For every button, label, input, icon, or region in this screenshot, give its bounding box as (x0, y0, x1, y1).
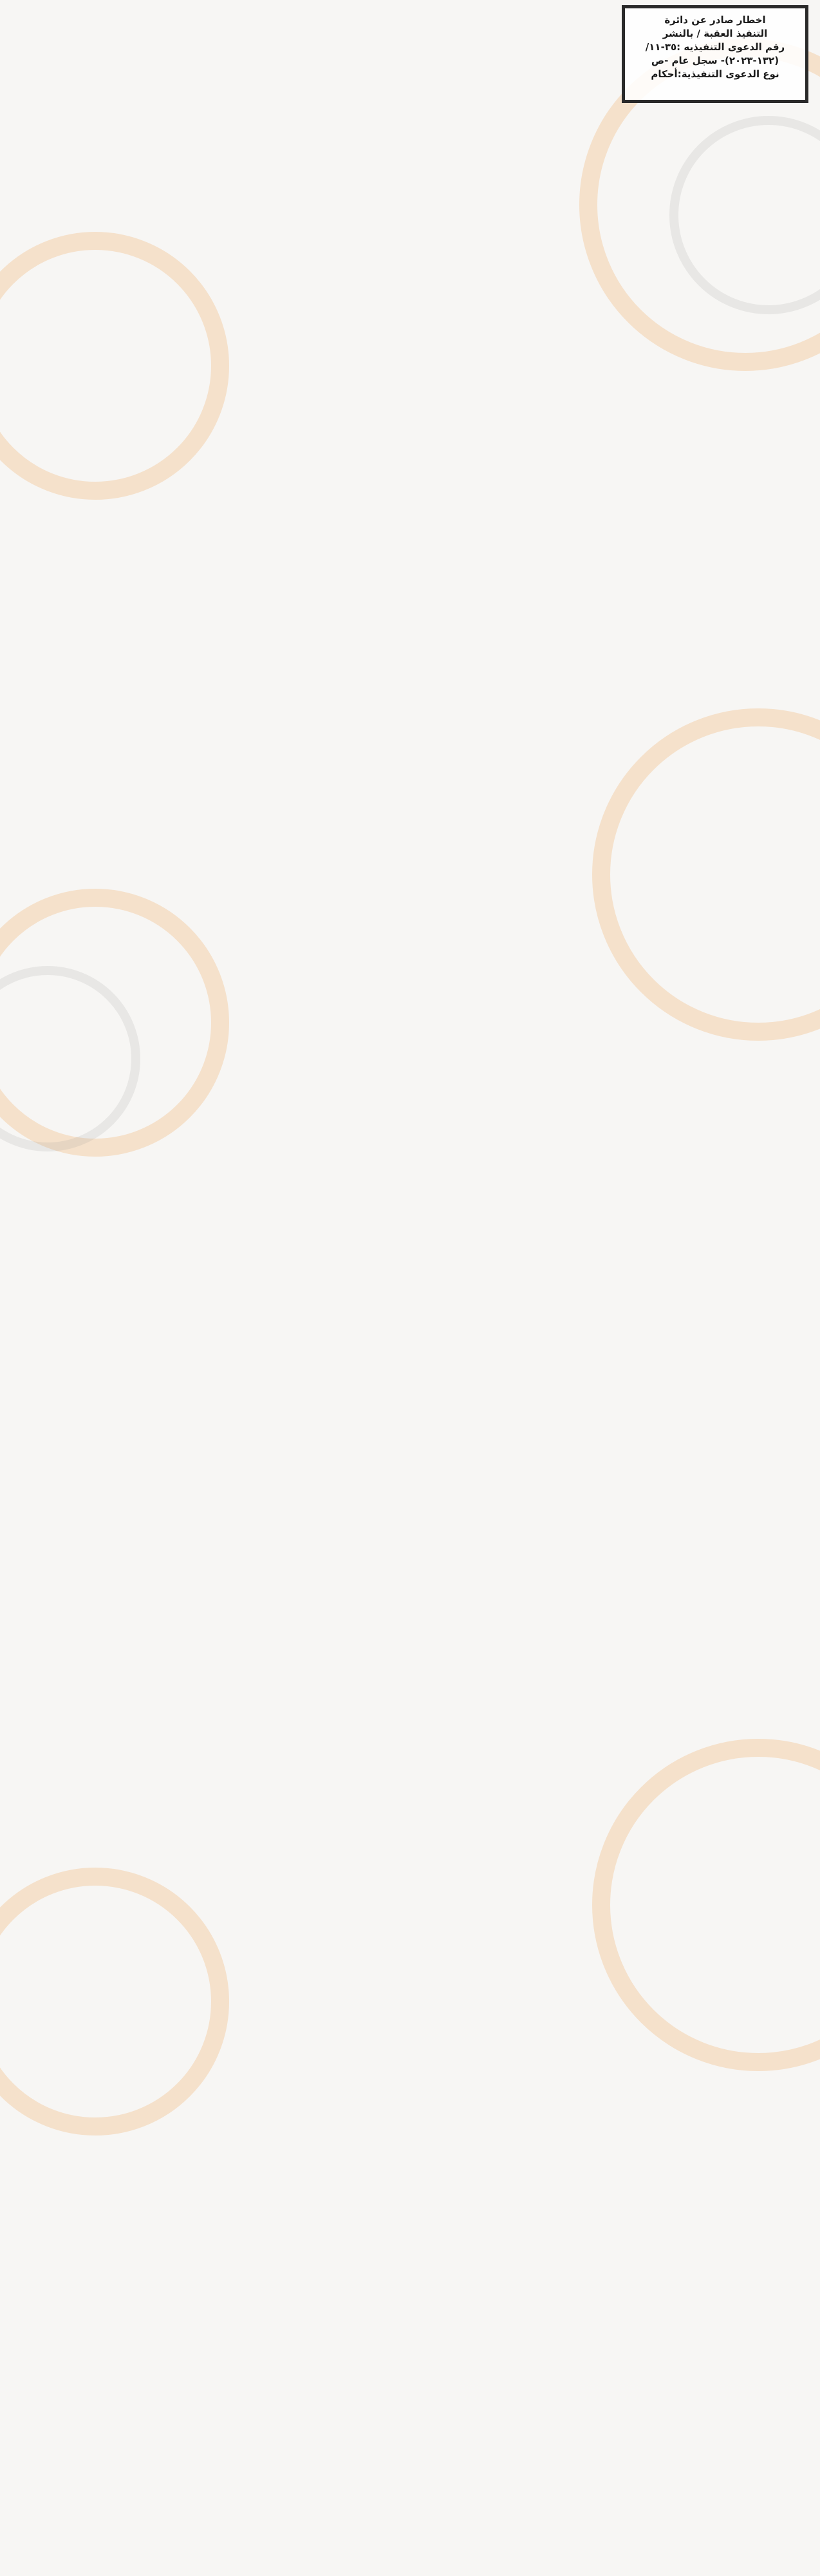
notice-aqaba-1: اخطار صادر عن دائرة التنفيذ العقبة / بالنشر رقم الدعوى التنفيذيه :٣٥-١١/ (١٣٢-٢٠٢٣)- سجل عام -ص نوع الدعوى التنفيذية:أحكام (622, 5, 808, 103)
notice-title: اخطار صادر عن دائرة (664, 14, 766, 26)
